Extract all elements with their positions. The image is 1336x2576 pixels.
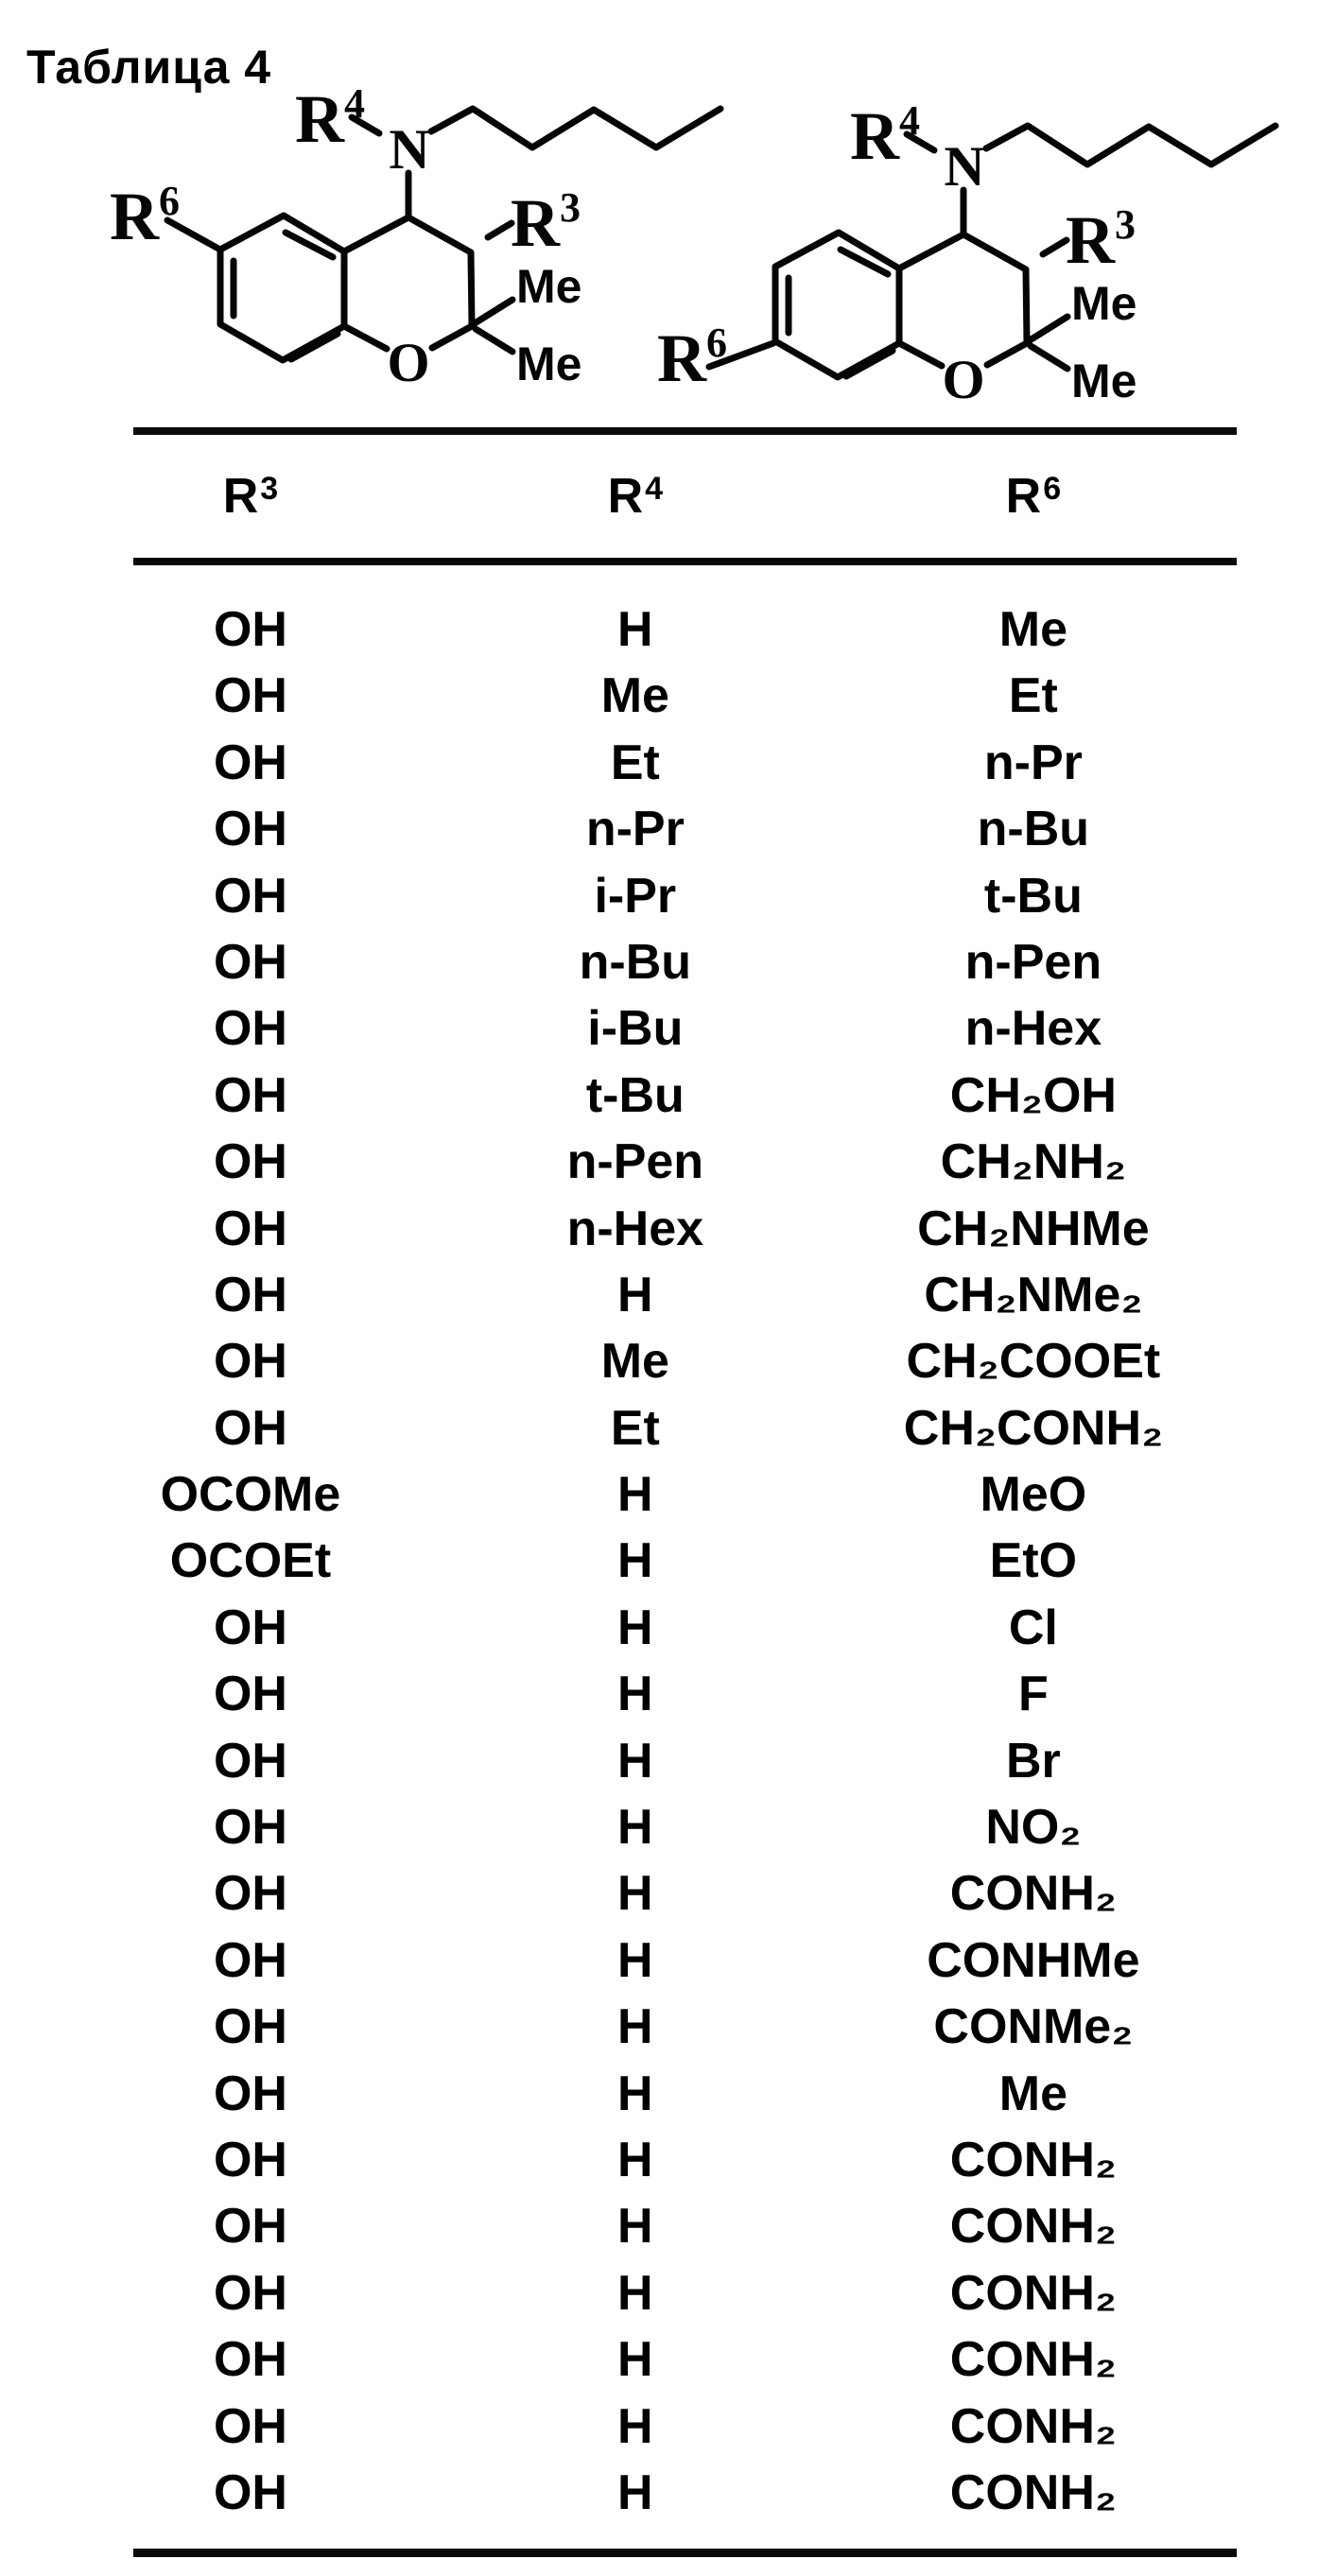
table-row [134,1928,1163,1994]
table-cell: H [617,1267,653,1323]
table-row [134,1262,1163,1328]
table-row [134,863,1163,929]
bond-c2-me-bottom [476,329,512,352]
table-cell: CH₂COOEt [906,1334,1161,1390]
table-cell: OH [213,1999,287,2055]
table-cell: OH [213,1201,287,1256]
table-cell: n-Pr [983,735,1083,790]
table-row [134,1395,1163,1461]
table-cell: OH [213,1733,287,1789]
table-cell: Me [600,1334,669,1390]
bond-r6-ring [709,343,773,367]
methyl-label-bottom: Me [1071,354,1137,407]
table-row [134,929,1163,995]
table-cell: OH [213,1134,287,1190]
table-row [134,1196,1163,1262]
table-cell: Br [1005,1733,1061,1789]
table-row [134,2460,1163,2526]
table-row [134,2260,1163,2326]
table-cell: CH₂NH₂ [940,1134,1127,1190]
table-cell: i-Pr [594,868,677,924]
table-header-row [134,444,1163,548]
table-cell: H [617,1999,653,2055]
bond-r4-n [352,117,379,133]
table-row [134,2326,1163,2393]
table-cell: H [617,1733,653,1789]
table-cell: H [617,1599,653,1655]
table-cell: Me [600,668,669,724]
table-row [134,1794,1163,1860]
table-cell: CH₂NMe₂ [924,1267,1143,1323]
table-cell: EtO [989,1533,1078,1589]
table-cell: H [617,2332,653,2388]
bond-c2-me-top [1030,317,1067,340]
table-cell: n-Pen [566,1134,704,1190]
double-bond-inner [291,334,338,359]
table-cell: CH₂NHMe [917,1201,1150,1256]
nitrogen-label: N [944,135,985,198]
bond-c3-r3 [488,223,512,237]
table-row [134,1461,1163,1528]
double-bond-inner [286,233,333,257]
table-cell: n-Pen [964,934,1102,990]
table-cell: Me [998,2066,1067,2121]
bond-r4-n [907,134,934,150]
table-cell: OH [213,2464,287,2520]
table-cell: CONH₂ [949,2265,1117,2321]
table-rule-header-divider [133,558,1237,565]
table-cell: H [617,2464,653,2520]
table-row [134,2127,1163,2193]
table-rule-bottom [133,2549,1237,2557]
table-cell: OH [213,2332,287,2388]
table-cell: OH [213,1267,287,1323]
table-cell: Et [610,1400,660,1456]
table-row [134,2193,1163,2259]
table-cell: H [617,1800,653,1856]
table-cell: H [617,2199,653,2255]
table-cell: OH [213,1334,287,1390]
r6-label: $R^6$ [110,178,180,254]
table-cell: H [617,1932,653,1988]
table-cell: Me [998,602,1067,657]
table-cell: Cl [1008,1599,1058,1655]
r4-label: $R^4$ [850,97,920,174]
table-cell: OH [213,1001,287,1057]
table-cell: CONH₂ [949,1866,1117,1922]
table-row [134,1661,1163,1727]
pentyl-chain [986,126,1275,164]
table-cell: OH [213,2265,287,2321]
table-cell: OCOEt [169,1533,332,1589]
pyran-ring [344,217,472,349]
table-cell: Et [610,735,660,790]
table-cell: n-Bu [977,802,1090,857]
table-cell: t-Bu [585,1067,685,1123]
table-cell: OH [213,2398,287,2454]
table-cell: OH [213,1599,287,1655]
table-cell: n-Pr [585,802,685,857]
table-row [134,1728,1163,1794]
table-row [134,796,1163,862]
table-cell: CH₂CONH₂ [903,1400,1164,1456]
table-cell: n-Hex [964,1001,1102,1057]
pyran-ring [899,234,1027,366]
table-cell: OH [213,668,287,724]
table-cell: H [617,2066,653,2121]
column-header-r4: $R^4$ [607,469,664,524]
structure-right [657,97,1275,410]
table-cell: H [617,1533,653,1589]
table-row [134,663,1163,729]
table-cell: OH [213,2132,287,2187]
bond-c2-me-bottom [1031,346,1067,369]
table-row [134,1528,1163,1594]
oxygen-label: O [387,332,430,393]
table-cell: CONH₂ [949,2199,1117,2255]
table-cell: H [617,1866,653,1922]
table-cell: OH [213,1067,287,1123]
double-bond-inner [846,351,893,376]
table-cell: OH [213,1866,287,1922]
table-cell: n-Hex [566,1201,704,1256]
table-cell: OH [213,1667,287,1722]
table-cell: MeO [980,1467,1087,1523]
table-cell: CH₂OH [949,1067,1117,1123]
benzene-ring [220,216,344,360]
benzene-ring [775,233,899,377]
oxygen-label: O [942,349,985,410]
table-cell: CONH₂ [949,2132,1117,2187]
bond-c2-me-top [475,300,512,323]
table-row [134,1860,1163,1927]
table-cell: H [617,1667,653,1722]
table-row [134,2061,1163,2127]
structure-left [110,80,720,393]
table-cell: H [617,2265,653,2321]
methyl-label-top: Me [516,260,582,313]
table-row [134,1595,1163,1661]
table-cell: NO₂ [985,1800,1082,1856]
table-cell: OH [213,868,287,924]
table-row [134,995,1163,1062]
table-cell: t-Bu [983,868,1083,924]
table-cell: CONMe₂ [933,1999,1134,2055]
nitrogen-label: N [389,118,430,181]
table-body [134,596,1163,2526]
table-cell: OH [213,1400,287,1456]
r3-label: $R^3$ [1066,201,1136,278]
r4-label: $R^4$ [295,80,365,157]
table-cell: CONH₂ [949,2332,1117,2388]
double-bond-inner [841,250,888,274]
table-cell: n-Bu [579,934,692,990]
column-header-r3: $R^3$ [222,469,279,524]
table-cell: H [617,1467,653,1523]
table-cell: OH [213,802,287,857]
table-cell: OH [213,1800,287,1856]
table-row [134,596,1163,663]
pentyl-chain [431,109,720,147]
table-row [134,1328,1163,1394]
table-cell: OH [213,602,287,657]
r6-label: $R^6$ [657,320,727,396]
table-row [134,1994,1163,2060]
table-cell: OCOMe [160,1467,341,1523]
table-cell: CONH₂ [949,2398,1117,2454]
table-row [134,1063,1163,1129]
table-cell: Et [1008,668,1058,724]
r3-label: $R^3$ [511,184,581,261]
table-cell: CONH₂ [949,2464,1117,2520]
table-cell: H [617,2132,653,2187]
table-cell: CONHMe [927,1932,1140,1988]
table-row [134,1129,1163,1195]
table-cell: OH [213,735,287,790]
methyl-label-top: Me [1071,277,1137,330]
column-header-r6: $R^6$ [1005,469,1062,524]
table-rule-top [133,427,1237,435]
bond-c3-r3 [1043,240,1067,254]
table-row [134,730,1163,796]
methyl-label-bottom: Me [516,337,582,390]
table-cell: H [617,2398,653,2454]
table-cell: i-Bu [587,1001,684,1057]
table-title: Таблица 4 [26,41,272,94]
bond-r6-ring [167,220,218,249]
table-cell: OH [213,2199,287,2255]
table-cell: F [1018,1667,1049,1722]
table-row [134,2394,1163,2460]
table-cell: OH [213,2066,287,2121]
table-cell: H [617,602,653,657]
table-cell: OH [213,1932,287,1988]
table-cell: OH [213,934,287,990]
